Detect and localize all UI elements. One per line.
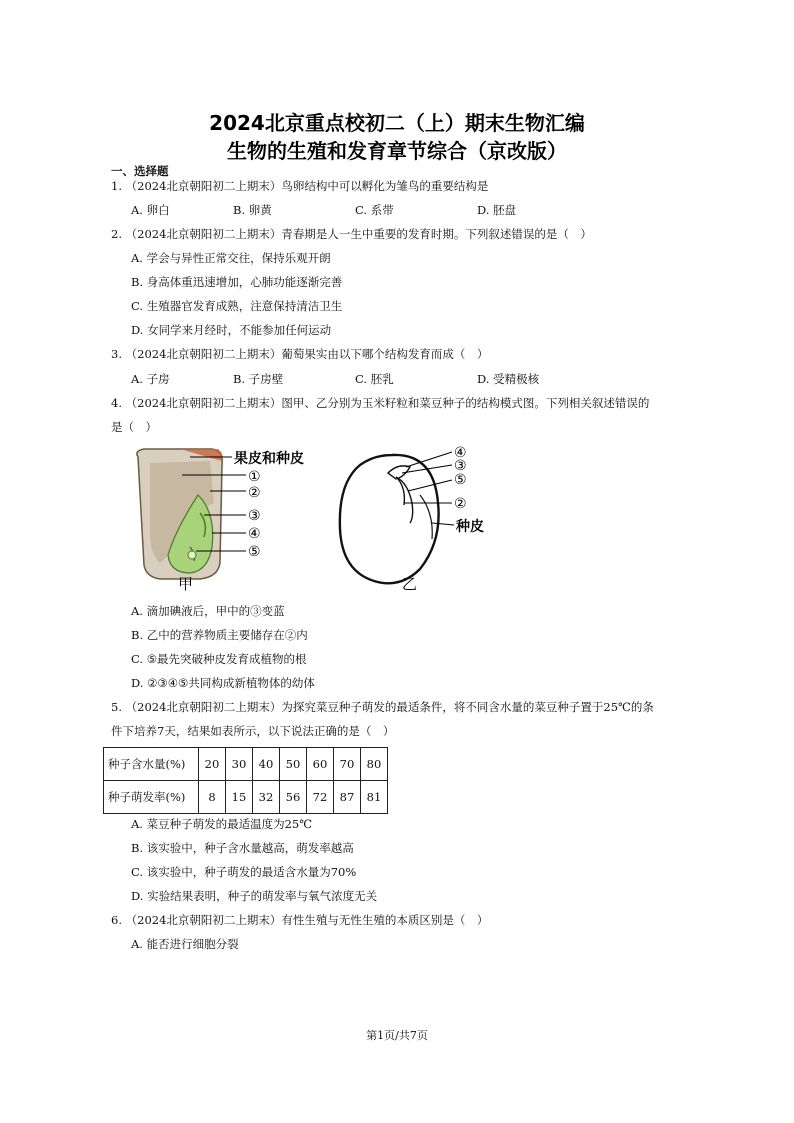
question-4-option-b: B. 乙中的营养物质主要储存在②内 [131,628,308,642]
question-2-stem: 2. （2024北京朝阳初二上期末）青春期是人一生中重要的发育时期。下列叙述错误的是（ ） [111,227,592,241]
caption-yi: 乙 [402,575,418,593]
table-cell: 30 [226,748,253,781]
label-seedcoat: 种皮 [456,519,484,535]
page-footer: 第1页/共7页 [366,1029,428,1042]
question-4-stem-cont: 是（ ） [111,420,157,434]
data-table [103,747,388,814]
table-cell: 60 [307,748,334,781]
question-1-option-b: B. 卵黄 [233,203,272,217]
table-row [104,781,388,814]
seed-structure-figure [120,443,510,593]
question-3-stem: 3. （2024北京朝阳初二上期末）葡萄果实由以下哪个结构发育而成（ ） [111,347,489,361]
question-5-option-b: B. 该实验中，种子含水量越高，萌发率越高 [131,841,354,855]
question-1-option-a: A. 卵白 [131,203,170,217]
label-right-3: ③ [454,458,467,474]
caption-jia: 甲 [178,575,194,593]
question-4-option-c: C. ⑤最先突破种皮发育成植物的根 [131,652,307,666]
question-3-option-a: A. 子房 [131,372,170,386]
question-5-option-a: A. 菜豆种子萌发的最适温度为25℃ [131,817,313,831]
label-right-4: ④ [454,445,467,461]
question-5-stem-cont: 件下培养7天，结果如表所示，以下说法正确的是（ ） [111,724,395,738]
label-left-4: ④ [248,526,261,542]
table-cell: 20 [199,748,226,781]
label-left-5: ⑤ [248,544,261,560]
bean-seed-diagram [340,452,454,583]
question-2-option-d: D. 女同学来月经时，不能参加任何运动 [131,323,332,337]
question-6-option-a: A. 能否进行细胞分裂 [131,937,239,951]
table-cell: 72 [307,781,334,814]
question-2-option-a: A. 学会与异性正常交往，保持乐观开朗 [131,251,331,265]
label-left-1: ① [248,469,261,485]
question-5-option-d: D. 实验结果表明，种子的萌发率与氧气浓度无关 [131,889,378,903]
label-right-2: ② [454,496,467,512]
question-1-option-d: D. 胚盘 [477,203,517,217]
question-4-option-d: D. ②③④⑤共同构成新植物体的幼体 [131,676,315,690]
table-cell: 40 [253,748,280,781]
question-2-option-b: B. 身高体重迅速增加，心肺功能逐渐完善 [131,275,343,289]
question-5-stem: 5. （2024北京朝阳初二上期末）为探究菜豆种子萌发的最适条件，将不同含水量的菜豆种子置于25℃的条 [111,700,654,714]
table-header-water: 种子含水量(%) [104,748,199,781]
question-3-option-c: C. 胚乳 [355,372,394,386]
table-header-germination: 种子萌发率(%) [104,781,199,814]
question-2-option-c: C. 生殖器官发育成熟，注意保持清洁卫生 [131,299,343,313]
table-cell: 80 [361,748,388,781]
label-pericarp-seedcoat: 果皮和种皮 [234,451,304,467]
label-left-3: ③ [248,508,261,524]
question-3-option-d: D. 受精极核 [477,372,540,386]
table-cell: 81 [361,781,388,814]
page-title: 2024北京重点校初二（上）期末生物汇编 [209,111,585,135]
page-subtitle: 生物的生殖和发育章节综合（京改版） [227,139,567,163]
table-cell: 15 [226,781,253,814]
table-cell: 56 [280,781,307,814]
question-6-stem: 6. （2024北京朝阳初二上期末）有性生殖与无性生殖的本质区别是（ ） [111,913,489,927]
table-cell: 70 [334,748,361,781]
question-3-option-b: B. 子房壁 [233,372,284,386]
question-4-stem: 4. （2024北京朝阳初二上期末）图甲、乙分别为玉米籽粒和菜豆种子的结构模式图。下列相关叙述错误的 [111,396,650,410]
table-cell: 87 [334,781,361,814]
question-1-option-c: C. 系带 [355,203,394,217]
label-right-5: ⑤ [454,472,467,488]
table-cell: 50 [280,748,307,781]
question-4-option-a: A. 滴加碘液后，甲中的③变蓝 [131,604,285,618]
table-cell: 8 [199,781,226,814]
section-heading: 一、选择题 [111,164,169,178]
table-cell: 32 [253,781,280,814]
question-1-stem: 1. （2024北京朝阳初二上期末）鸟卵结构中可以孵化为雏鸟的重要结构是 [111,179,489,193]
label-left-2: ② [248,485,261,501]
question-5-option-c: C. 该实验中，种子萌发的最适含水量为70% [131,865,357,879]
corn-kernel-diagram [137,449,246,579]
table-row [104,748,388,781]
